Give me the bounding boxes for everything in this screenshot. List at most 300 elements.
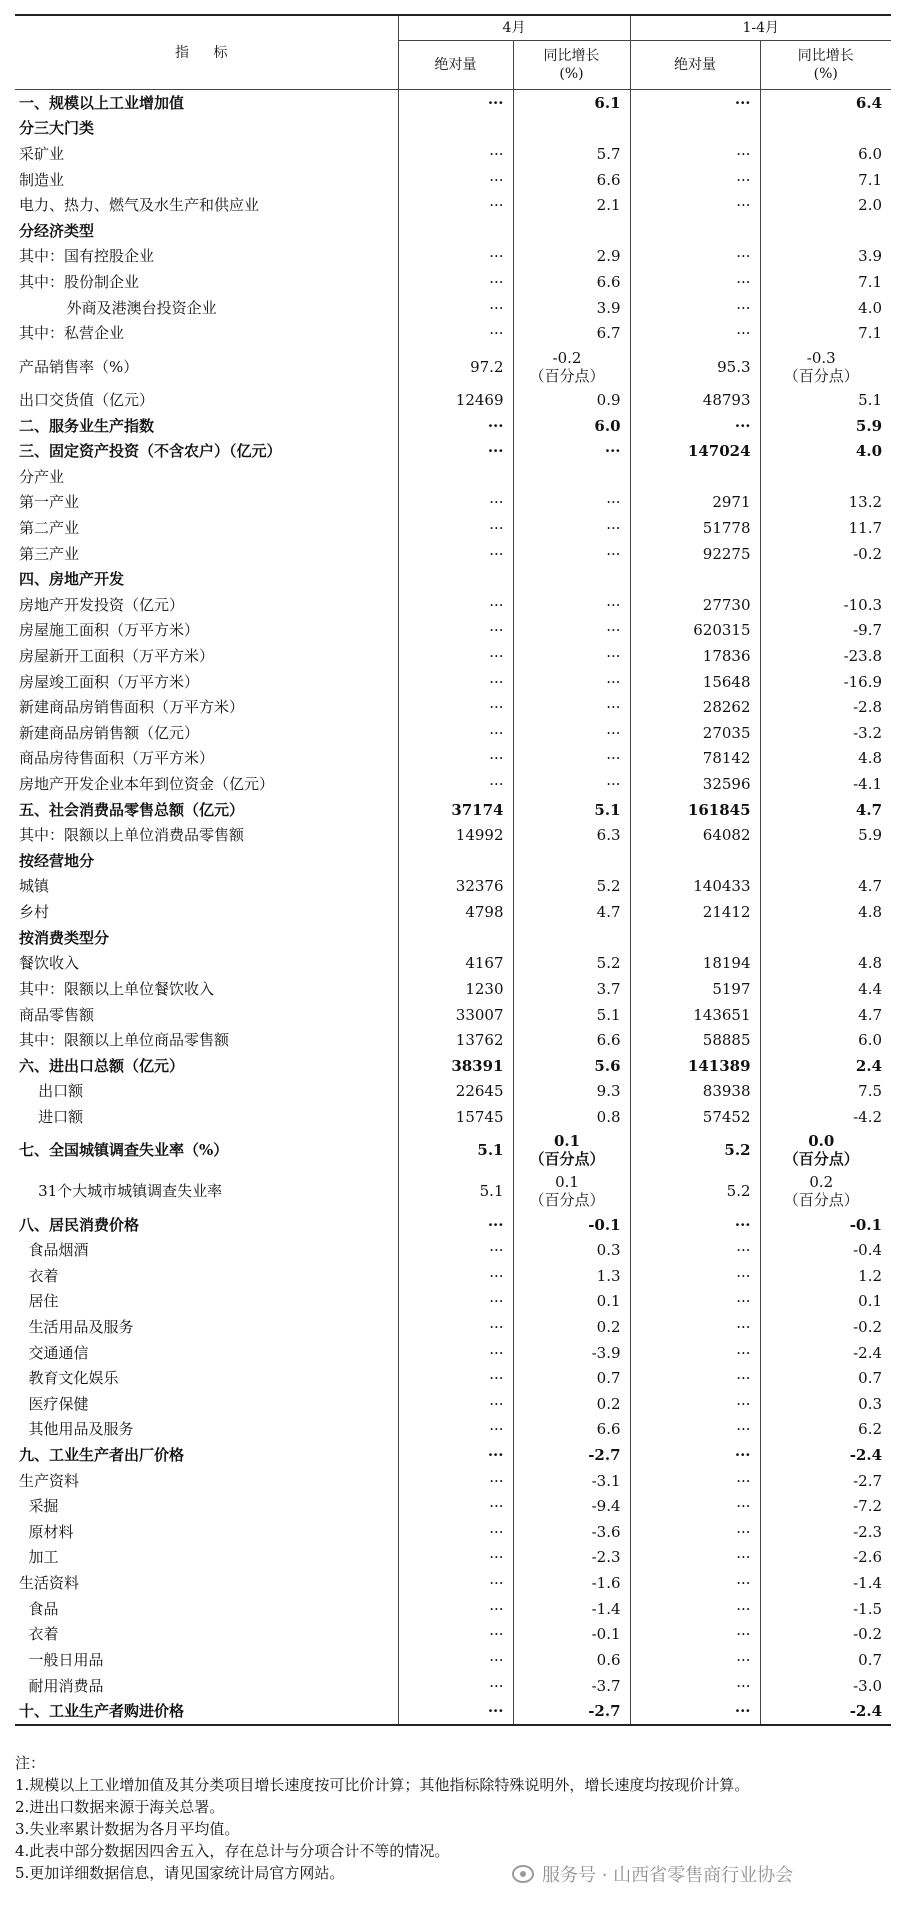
april-absolute-cell: 4167 — [398, 951, 513, 977]
jan-apr-absolute-cell: 2971 — [630, 490, 760, 516]
jan-apr-absolute-cell: 21412 — [630, 899, 760, 925]
april-yoy-cell: 0.2 — [513, 1391, 630, 1417]
table-row — [15, 669, 891, 695]
april-yoy-cell: -3.9 — [513, 1340, 630, 1366]
jan-apr-yoy-cell — [760, 116, 891, 142]
jan-apr-yoy-cell: 6.0 — [760, 1027, 891, 1053]
table-row — [15, 720, 891, 746]
statistics-table — [15, 14, 891, 1726]
table-row — [15, 1698, 891, 1725]
row-label: 六、进出口总额（亿元） — [19, 1056, 185, 1075]
table-row — [15, 387, 891, 413]
table-row — [15, 1237, 891, 1263]
jan-apr-absolute-cell: ··· — [630, 1570, 760, 1596]
april-absolute-cell — [398, 566, 513, 592]
april-yoy-cell: 5.1 — [513, 797, 630, 823]
table-row — [15, 925, 891, 951]
table-row — [15, 90, 891, 116]
table-row — [15, 1171, 891, 1212]
jan-apr-absolute-cell: ··· — [630, 167, 760, 193]
april-yoy-cell: -9.4 — [513, 1493, 630, 1519]
jan-apr-yoy-cell: 4.7 — [760, 1002, 891, 1028]
row-label: 房屋施工面积（万平方米） — [19, 621, 200, 640]
jan-apr-absolute-cell: ··· — [630, 1212, 760, 1238]
april-absolute-cell — [398, 848, 513, 874]
jan-apr-absolute-cell: ··· — [630, 269, 760, 295]
april-absolute-cell: ··· — [398, 1493, 513, 1519]
jan-apr-yoy-cell: -0.2 — [760, 1622, 891, 1648]
jan-apr-absolute-cell: 78142 — [630, 746, 760, 772]
jan-apr-absolute-cell: 140433 — [630, 874, 760, 900]
april-yoy-cell: ··· — [513, 771, 630, 797]
jan-apr-absolute-cell — [630, 116, 760, 142]
row-label: 其他用品及服务 — [19, 1420, 134, 1439]
april-absolute-cell: 4798 — [398, 899, 513, 925]
row-label: 生活资料 — [19, 1574, 80, 1593]
april-absolute-cell: ··· — [398, 1468, 513, 1494]
april-yoy-cell: 5.2 — [513, 951, 630, 977]
jan-apr-yoy-cell: -2.4 — [760, 1340, 891, 1366]
april-yoy-cell: 0.8 — [513, 1104, 630, 1130]
april-yoy-cell — [513, 566, 630, 592]
april-absolute-cell: 12469 — [398, 387, 513, 413]
table-row — [15, 413, 891, 439]
table-row — [15, 1212, 891, 1238]
april-absolute-cell: ··· — [398, 1391, 513, 1417]
jan-apr-yoy-cell: -16.9 — [760, 669, 891, 695]
table-row — [15, 515, 891, 541]
april-yoy-cell: 5.7 — [513, 141, 630, 167]
april-yoy-cell: ··· — [513, 720, 630, 746]
jan-apr-yoy-cell: 0.3 — [760, 1391, 891, 1417]
row-label: 制造业 — [19, 170, 65, 189]
row-label: 原材料 — [19, 1522, 74, 1541]
april-absolute-cell — [398, 218, 513, 244]
jan-apr-yoy-cell: 0.0 （百分点） — [760, 1130, 891, 1171]
april-absolute-cell — [398, 464, 513, 490]
april-absolute-cell: ··· — [398, 643, 513, 669]
jan-apr-yoy-cell: 0.7 — [760, 1647, 891, 1673]
jan-apr-yoy-cell: 6.2 — [760, 1417, 891, 1443]
jan-apr-yoy-cell: -0.4 — [760, 1237, 891, 1263]
april-absolute-header: 绝对量 — [398, 41, 513, 90]
jan-apr-yoy-header: 同比增长 (%) — [760, 41, 891, 90]
april-absolute-cell: ··· — [398, 244, 513, 270]
row-label: 食品烟酒 — [19, 1241, 89, 1260]
jan-apr-yoy-cell: 7.1 — [760, 269, 891, 295]
april-yoy-cell — [513, 925, 630, 951]
row-label: 房地产开发企业本年到位资金（亿元） — [19, 775, 275, 794]
jan-apr-yoy-cell: 1.2 — [760, 1263, 891, 1289]
table-row — [15, 566, 891, 592]
row-label: 房屋竣工面积（万平方米） — [19, 672, 200, 691]
april-absolute-cell: ··· — [398, 669, 513, 695]
table-row — [15, 1130, 891, 1171]
jan-apr-absolute-cell: ··· — [630, 90, 760, 116]
april-yoy-cell: -3.6 — [513, 1519, 630, 1545]
jan-apr-absolute-cell: 5197 — [630, 976, 760, 1002]
jan-apr-yoy-cell: -2.6 — [760, 1545, 891, 1571]
april-absolute-cell: 14992 — [398, 822, 513, 848]
jan-apr-yoy-cell: 2.0 — [760, 192, 891, 218]
row-label: 食品 — [19, 1599, 59, 1618]
jan-apr-absolute-cell: 64082 — [630, 822, 760, 848]
april-absolute-cell: ··· — [398, 1442, 513, 1468]
jan-apr-yoy-cell: -4.1 — [760, 771, 891, 797]
jan-apr-yoy-cell: 4.0 — [760, 438, 891, 464]
jan-apr-absolute-cell: ··· — [630, 141, 760, 167]
april-absolute-cell: 32376 — [398, 874, 513, 900]
note-line: 1.规模以上工业增加值及其分类项目增长速度按可比价计算；其他指标除特殊说明外，增长速度均按现价计算。 — [15, 1776, 750, 1794]
table-row — [15, 1468, 891, 1494]
april-yoy-cell: 0.1 （百分点） — [513, 1171, 630, 1212]
row-label: 居住 — [19, 1292, 59, 1311]
table-row — [15, 320, 891, 346]
jan-apr-yoy-cell: 4.7 — [760, 874, 891, 900]
april-yoy-cell: 0.1 — [513, 1289, 630, 1315]
april-yoy-header: 同比增长 (%) — [513, 41, 630, 90]
jan-apr-absolute-cell: 161845 — [630, 797, 760, 823]
april-yoy-cell: 0.2 — [513, 1314, 630, 1340]
table-row — [15, 618, 891, 644]
jan-apr-absolute-cell: ··· — [630, 1289, 760, 1315]
row-label: 衣着 — [19, 1625, 59, 1644]
wechat-icon — [512, 1865, 534, 1883]
april-yoy-cell: 4.7 — [513, 899, 630, 925]
row-label: 生活用品及服务 — [19, 1318, 134, 1336]
jan-apr-absolute-cell: ··· — [630, 1519, 760, 1545]
april-yoy-cell: 6.0 — [513, 413, 630, 439]
jan-apr-yoy-cell: 4.8 — [760, 899, 891, 925]
row-label: 医疗保健 — [19, 1394, 89, 1413]
row-label: 房地产开发投资（亿元） — [19, 595, 185, 614]
note-line: 3.失业率累计数据为各月平均值。 — [15, 1820, 240, 1838]
jan-apr-yoy-cell: 3.9 — [760, 244, 891, 270]
jan-apr-absolute-cell: ··· — [630, 192, 760, 218]
jan-apr-yoy-cell: 4.7 — [760, 797, 891, 823]
april-absolute-cell: ··· — [398, 141, 513, 167]
table-row — [15, 490, 891, 516]
jan-apr-yoy-cell: 13.2 — [760, 490, 891, 516]
note-line: 4.此表中部分数据因四舍五入，存在总计与分项合计不等的情况。 — [15, 1842, 450, 1860]
table-row — [15, 592, 891, 618]
row-label: 新建商品房销售额（亿元） — [19, 723, 200, 742]
jan-apr-yoy-cell: 5.9 — [760, 413, 891, 439]
jan-apr-yoy-cell: 6.0 — [760, 141, 891, 167]
row-label: 四、房地产开发 — [19, 570, 125, 589]
jan-apr-absolute-cell: 15648 — [630, 669, 760, 695]
row-label: 外商及港澳台投资企业 — [19, 298, 217, 317]
jan-apr-yoy-cell: 4.4 — [760, 976, 891, 1002]
table-row — [15, 167, 891, 193]
row-label: 餐饮收入 — [19, 954, 80, 973]
row-label: 产品销售率（%） — [19, 357, 139, 376]
row-label: 其中：限额以上单位消费品零售额 — [19, 826, 245, 845]
april-absolute-cell: ··· — [398, 746, 513, 772]
table-row — [15, 976, 891, 1002]
row-label: 一般日用品 — [19, 1650, 104, 1669]
april-yoy-cell: -2.7 — [513, 1442, 630, 1468]
row-label: 其中：股份制企业 — [19, 273, 140, 292]
jan-apr-absolute-cell: ··· — [630, 1596, 760, 1622]
april-absolute-cell: 5.1 — [398, 1171, 513, 1212]
jan-apr-absolute-cell: ··· — [630, 1673, 760, 1699]
table-row — [15, 346, 891, 387]
row-label: 其中：限额以上单位商品零售额 — [19, 1031, 230, 1050]
table-row — [15, 643, 891, 669]
table-row — [15, 797, 891, 823]
row-label: 衣着 — [19, 1266, 59, 1285]
april-yoy-cell: ··· — [513, 669, 630, 695]
april-absolute-cell: ··· — [398, 1212, 513, 1238]
april-yoy-cell: -2.3 — [513, 1545, 630, 1571]
jan-apr-absolute-cell: ··· — [630, 1417, 760, 1443]
april-yoy-cell: ··· — [513, 746, 630, 772]
april-absolute-cell: ··· — [398, 515, 513, 541]
jan-apr-absolute-cell: ··· — [630, 1314, 760, 1340]
april-yoy-cell: ··· — [513, 618, 630, 644]
jan-apr-absolute-cell: 95.3 — [630, 346, 760, 387]
table-row — [15, 269, 891, 295]
jan-apr-yoy-cell: -10.3 — [760, 592, 891, 618]
jan-apr-yoy-cell: -0.3 （百分点） — [760, 346, 891, 387]
jan-apr-yoy-cell: -2.4 — [760, 1442, 891, 1468]
row-label: 采矿业 — [19, 145, 65, 164]
table-row — [15, 116, 891, 142]
april-absolute-cell: 37174 — [398, 797, 513, 823]
jan-apr-yoy-cell: -2.3 — [760, 1519, 891, 1545]
jan-apr-absolute-cell: 143651 — [630, 1002, 760, 1028]
april-absolute-cell: ··· — [398, 167, 513, 193]
april-yoy-cell: 0.7 — [513, 1365, 630, 1391]
jan-apr-yoy-cell: 7.1 — [760, 167, 891, 193]
april-yoy-cell: ··· — [513, 490, 630, 516]
row-label: 第二产业 — [19, 518, 80, 537]
jan-apr-yoy-cell: -7.2 — [760, 1493, 891, 1519]
row-label: 房屋新开工面积（万平方米） — [19, 646, 215, 665]
april-yoy-cell: 0.1 （百分点） — [513, 1130, 630, 1171]
april-absolute-cell: ··· — [398, 1647, 513, 1673]
table-row — [15, 1519, 891, 1545]
table-row — [15, 694, 891, 720]
april-yoy-cell: -3.1 — [513, 1468, 630, 1494]
row-label: 耐用消费品 — [19, 1676, 104, 1695]
jan-apr-absolute-cell: ··· — [630, 1622, 760, 1648]
april-absolute-cell — [398, 116, 513, 142]
row-label: 其中：私营企业 — [19, 324, 125, 343]
jan-apr-header: 1-4月 — [630, 15, 891, 41]
table-row — [15, 1673, 891, 1699]
jan-apr-yoy-cell: -23.8 — [760, 643, 891, 669]
april-absolute-cell: 97.2 — [398, 346, 513, 387]
jan-apr-yoy-cell — [760, 218, 891, 244]
note-line: 2.进出口数据来源于海关总署。 — [15, 1798, 225, 1816]
april-absolute-cell: ··· — [398, 592, 513, 618]
jan-apr-yoy-cell: 0.1 — [760, 1289, 891, 1315]
jan-apr-yoy-cell: -2.8 — [760, 694, 891, 720]
row-label: 生产资料 — [19, 1471, 80, 1490]
april-yoy-cell — [513, 848, 630, 874]
table-row — [15, 1442, 891, 1468]
table-row — [15, 1314, 891, 1340]
jan-apr-yoy-cell: -9.7 — [760, 618, 891, 644]
table-row — [15, 951, 891, 977]
watermark-text: 服务号 · 山西省零售商行业协会 — [542, 1865, 794, 1886]
april-absolute-cell: ··· — [398, 269, 513, 295]
jan-apr-absolute-cell: 58885 — [630, 1027, 760, 1053]
row-label: 七、全国城镇调查失业率（%） — [19, 1141, 229, 1160]
jan-apr-absolute-cell: 51778 — [630, 515, 760, 541]
april-absolute-cell: ··· — [398, 1340, 513, 1366]
row-label: 教育文化娱乐 — [19, 1369, 119, 1388]
april-yoy-cell: 2.1 — [513, 192, 630, 218]
april-absolute-cell — [398, 925, 513, 951]
jan-apr-absolute-cell: 27035 — [630, 720, 760, 746]
april-absolute-cell: 13762 — [398, 1027, 513, 1053]
jan-apr-absolute-cell: ··· — [630, 320, 760, 346]
april-yoy-cell: 6.6 — [513, 269, 630, 295]
row-label: 电力、热力、燃气及水生产和供应业 — [19, 196, 260, 215]
april-absolute-cell: ··· — [398, 1289, 513, 1315]
jan-apr-absolute-cell: 83938 — [630, 1079, 760, 1105]
jan-apr-absolute-cell: ··· — [630, 1442, 760, 1468]
table-row — [15, 438, 891, 464]
row-label: 商品零售额 — [19, 1005, 95, 1024]
table-row — [15, 141, 891, 167]
jan-apr-yoy-cell — [760, 925, 891, 951]
april-yoy-cell: 0.3 — [513, 1237, 630, 1263]
april-absolute-cell: ··· — [398, 438, 513, 464]
april-absolute-cell: ··· — [398, 1263, 513, 1289]
table-row — [15, 1570, 891, 1596]
jan-apr-absolute-cell: ··· — [630, 244, 760, 270]
april-yoy-cell: -1.6 — [513, 1570, 630, 1596]
row-label: 十、工业生产者购进价格 — [15, 1698, 398, 1725]
jan-apr-absolute-cell: ··· — [630, 1468, 760, 1494]
table-row — [15, 1340, 891, 1366]
april-yoy-cell: 6.7 — [513, 320, 630, 346]
table-row — [15, 244, 891, 270]
april-yoy-cell: 0.9 — [513, 387, 630, 413]
april-header: 4月 — [398, 15, 630, 41]
jan-apr-absolute-cell: 57452 — [630, 1104, 760, 1130]
jan-apr-yoy-cell: -2.4 — [760, 1698, 891, 1725]
april-absolute-cell: ··· — [398, 1673, 513, 1699]
table-row — [15, 218, 891, 244]
april-absolute-cell: ··· — [398, 1417, 513, 1443]
row-label: 一、规模以上工业增加值 — [19, 93, 185, 112]
jan-apr-absolute-cell: ··· — [630, 1237, 760, 1263]
jan-apr-absolute-cell: 141389 — [630, 1053, 760, 1079]
row-label: 出口交货值（亿元） — [19, 390, 155, 409]
april-yoy-cell: 6.6 — [513, 1417, 630, 1443]
jan-apr-absolute-cell: 32596 — [630, 771, 760, 797]
april-absolute-cell: ··· — [398, 490, 513, 516]
april-absolute-cell: ··· — [398, 694, 513, 720]
jan-apr-yoy-cell: 4.0 — [760, 295, 891, 321]
april-absolute-cell: ··· — [398, 1570, 513, 1596]
jan-apr-absolute-cell — [630, 925, 760, 951]
jan-apr-absolute-cell: 17836 — [630, 643, 760, 669]
april-absolute-cell: ··· — [398, 618, 513, 644]
jan-apr-yoy-cell: 7.1 — [760, 320, 891, 346]
april-yoy-cell — [513, 464, 630, 490]
jan-apr-absolute-cell: ··· — [630, 1545, 760, 1571]
table-row — [15, 1079, 891, 1105]
april-yoy-cell: 5.2 — [513, 874, 630, 900]
jan-apr-yoy-cell: 5.1 — [760, 387, 891, 413]
table-row — [15, 1647, 891, 1673]
jan-apr-absolute-cell: 5.2 — [630, 1171, 760, 1212]
jan-apr-absolute-cell: 48793 — [630, 387, 760, 413]
april-yoy-cell: 6.6 — [513, 1027, 630, 1053]
jan-apr-yoy-cell — [760, 566, 891, 592]
row-label: 按消费类型分 — [19, 928, 110, 947]
april-absolute-cell: ··· — [398, 1622, 513, 1648]
jan-apr-absolute-cell: 620315 — [630, 618, 760, 644]
table-row — [15, 1417, 891, 1443]
row-label: 其中：限额以上单位餐饮收入 — [19, 979, 215, 998]
jan-apr-absolute-header: 绝对量 — [630, 41, 760, 90]
april-yoy-cell: 3.7 — [513, 976, 630, 1002]
april-yoy-cell: 3.9 — [513, 295, 630, 321]
april-yoy-cell: ··· — [513, 438, 630, 464]
table-row — [15, 1053, 891, 1079]
row-label: 八、居民消费价格 — [19, 1215, 140, 1234]
jan-apr-absolute-cell: ··· — [630, 1263, 760, 1289]
table-row — [15, 1027, 891, 1053]
april-yoy-cell: -3.7 — [513, 1673, 630, 1699]
april-absolute-cell: ··· — [398, 1314, 513, 1340]
row-label: 五、社会消费品零售总额（亿元） — [19, 800, 245, 819]
jan-apr-absolute-cell: 92275 — [630, 541, 760, 567]
jan-apr-absolute-cell: 18194 — [630, 951, 760, 977]
april-yoy-cell: 0.6 — [513, 1647, 630, 1673]
april-absolute-cell: 22645 — [398, 1079, 513, 1105]
jan-apr-absolute-cell: ··· — [630, 1493, 760, 1519]
table-row — [15, 1104, 891, 1130]
april-absolute-cell: ··· — [398, 1596, 513, 1622]
table-row — [15, 192, 891, 218]
row-label: 乡村 — [19, 903, 50, 922]
row-label: 31个大城市城镇调查失业率 — [19, 1182, 223, 1201]
jan-apr-absolute-cell: ··· — [630, 1365, 760, 1391]
jan-apr-yoy-cell: 7.5 — [760, 1079, 891, 1105]
april-yoy-cell: ··· — [513, 643, 630, 669]
april-absolute-cell: ··· — [398, 541, 513, 567]
jan-apr-yoy-cell — [760, 848, 891, 874]
jan-apr-absolute-cell: ··· — [630, 1647, 760, 1673]
jan-apr-absolute-cell — [630, 218, 760, 244]
jan-apr-absolute-cell: ··· — [630, 295, 760, 321]
april-yoy-cell: 6.6 — [513, 167, 630, 193]
indicator-header: 指 标 — [15, 15, 398, 90]
april-yoy-cell: ··· — [513, 515, 630, 541]
row-label: 第一产业 — [19, 493, 80, 512]
row-label: 九、工业生产者出厂价格 — [19, 1446, 185, 1465]
jan-apr-absolute-cell: 147024 — [630, 438, 760, 464]
jan-apr-yoy-cell: 4.8 — [760, 951, 891, 977]
jan-apr-yoy-cell: -3.0 — [760, 1673, 891, 1699]
watermark — [512, 1861, 793, 1887]
row-label: 加工 — [19, 1548, 59, 1567]
row-label: 采掘 — [19, 1497, 59, 1516]
table-header — [15, 15, 891, 90]
row-label: 交通通信 — [19, 1343, 89, 1362]
jan-apr-yoy-cell: 11.7 — [760, 515, 891, 541]
april-absolute-cell: 38391 — [398, 1053, 513, 1079]
jan-apr-absolute-cell: ··· — [630, 1698, 760, 1725]
